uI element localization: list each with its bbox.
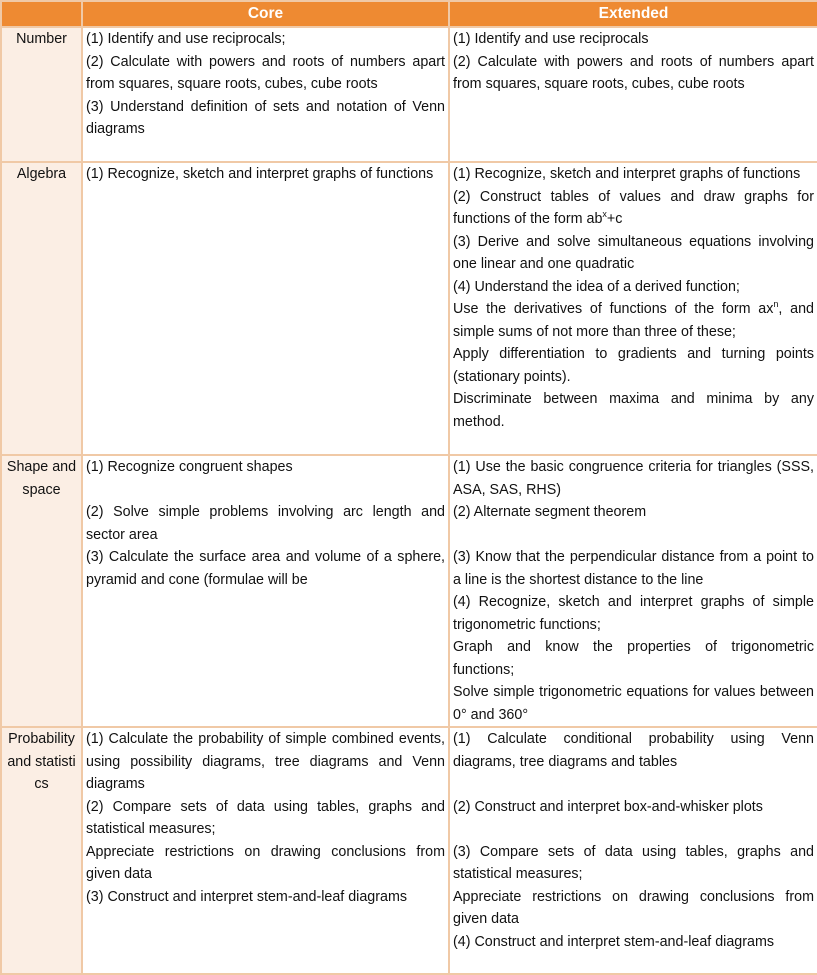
extended-item: (4) Recognize, sketch and interpret graphs of simple trigonometric functions; [453,594,814,633]
core-item: (2) Compare sets of data using tables, graphs and statistical measures; [86,798,445,837]
exponent: n [773,299,779,310]
extended-item: (3) Compare sets of data using tables, graphs and statistical measures; [453,843,814,882]
extended-item: (3) Know that the perpendicular distance from a point to a line is the shortest distance to the line [453,549,814,588]
core-item: (1) Recognize, sketch and interpret graphs of functions [86,166,434,182]
core-item: (3) Construct and interpret stem-and-leaf diagrams [86,888,408,905]
core-item: (2) Calculate with powers and roots of numbers apart from squares, square roots, cubes, cube roots [86,53,445,92]
extended-item: (2) Construct and interpret box-and-whisker plots [453,798,763,815]
extended-item: (3) Derive and solve simultaneous equations involving one linear and one quadratic [453,233,814,272]
topic-cell: Shape and space [1,455,82,727]
extended-item: Discriminate between maxima and minima by any method. [453,391,814,430]
core-column-header: Core [82,1,449,27]
extended-item [453,186,814,231]
table-row [1,162,817,455]
core-item: (1) Calculate the probability of simple combined events, using possibility diagrams, tree diagrams and Venn diagrams [86,731,445,792]
extended-item: (4) Construct and interpret stem-and-leaf diagrams [453,933,775,950]
extended-item [453,298,814,343]
table-row [1,727,817,974]
extended-item-text: +c [606,211,623,227]
extended-cell [449,727,817,974]
core-item: (2) Solve simple problems involving arc length and sector area [86,504,445,543]
extended-item: (1) Calculate conditional probability using Venn diagrams, tree diagrams and tables [453,731,814,770]
extended-item: Graph and know the properties of trigonometric functions; [453,639,814,678]
extended-item-text: Use the derivatives of functions of the form ax [453,301,774,317]
extended-item: (1) Use the basic congruence criteria for triangles (SSS, ASA, SAS, RHS) [453,459,814,498]
core-item: (1) Recognize congruent shapes [86,459,293,475]
topic-column-header [1,1,82,27]
core-cell [82,27,449,162]
extended-item: Solve simple trigonometric equations for values between 0° and 360° [453,684,814,723]
extended-item: (1) Recognize, sketch and interpret graphs of functions [453,166,801,182]
extended-item: Appreciate restrictions on drawing conclusions from given data [453,888,814,927]
extended-cell [449,27,817,162]
extended-item-text: , and simple sums of not more than three of these; [453,301,814,340]
extended-cell [449,162,817,455]
core-cell [82,727,449,974]
extended-item: (4) Understand the idea of a derived function; [453,278,740,295]
extended-item-text: (2) Construct tables of values and draw graphs for functions of the form ab [453,188,814,227]
exponent: x [602,209,607,220]
core-item: (3) Calculate the surface area and volume of a sphere, pyramid and cone (formulae will be [86,549,445,588]
extended-item: (2) Calculate with powers and roots of numbers apart from squares, square roots, cubes, cube roots [453,53,814,92]
core-item: (1) Identify and use reciprocals; [86,31,286,47]
topic-cell: Algebra [1,162,82,455]
extended-item: Apply differentiation to gradients and turning points (stationary points). [453,346,814,385]
extended-column-header: Extended [449,1,817,27]
core-item: (3) Understand definition of sets and notation of Venn diagrams [86,98,445,137]
extended-item: (1) Identify and use reciprocals [453,31,649,47]
topic-cell: Number [1,27,82,162]
table-row [1,455,817,727]
table-row [1,27,817,162]
core-cell [82,162,449,455]
extended-cell [449,455,817,727]
core-item: Appreciate restrictions on drawing conclusions from given data [86,843,445,882]
core-cell [82,455,449,727]
header-row [1,1,817,27]
extended-item: (2) Alternate segment theorem [453,504,647,520]
topic-cell: Probability and statistics [1,727,82,974]
